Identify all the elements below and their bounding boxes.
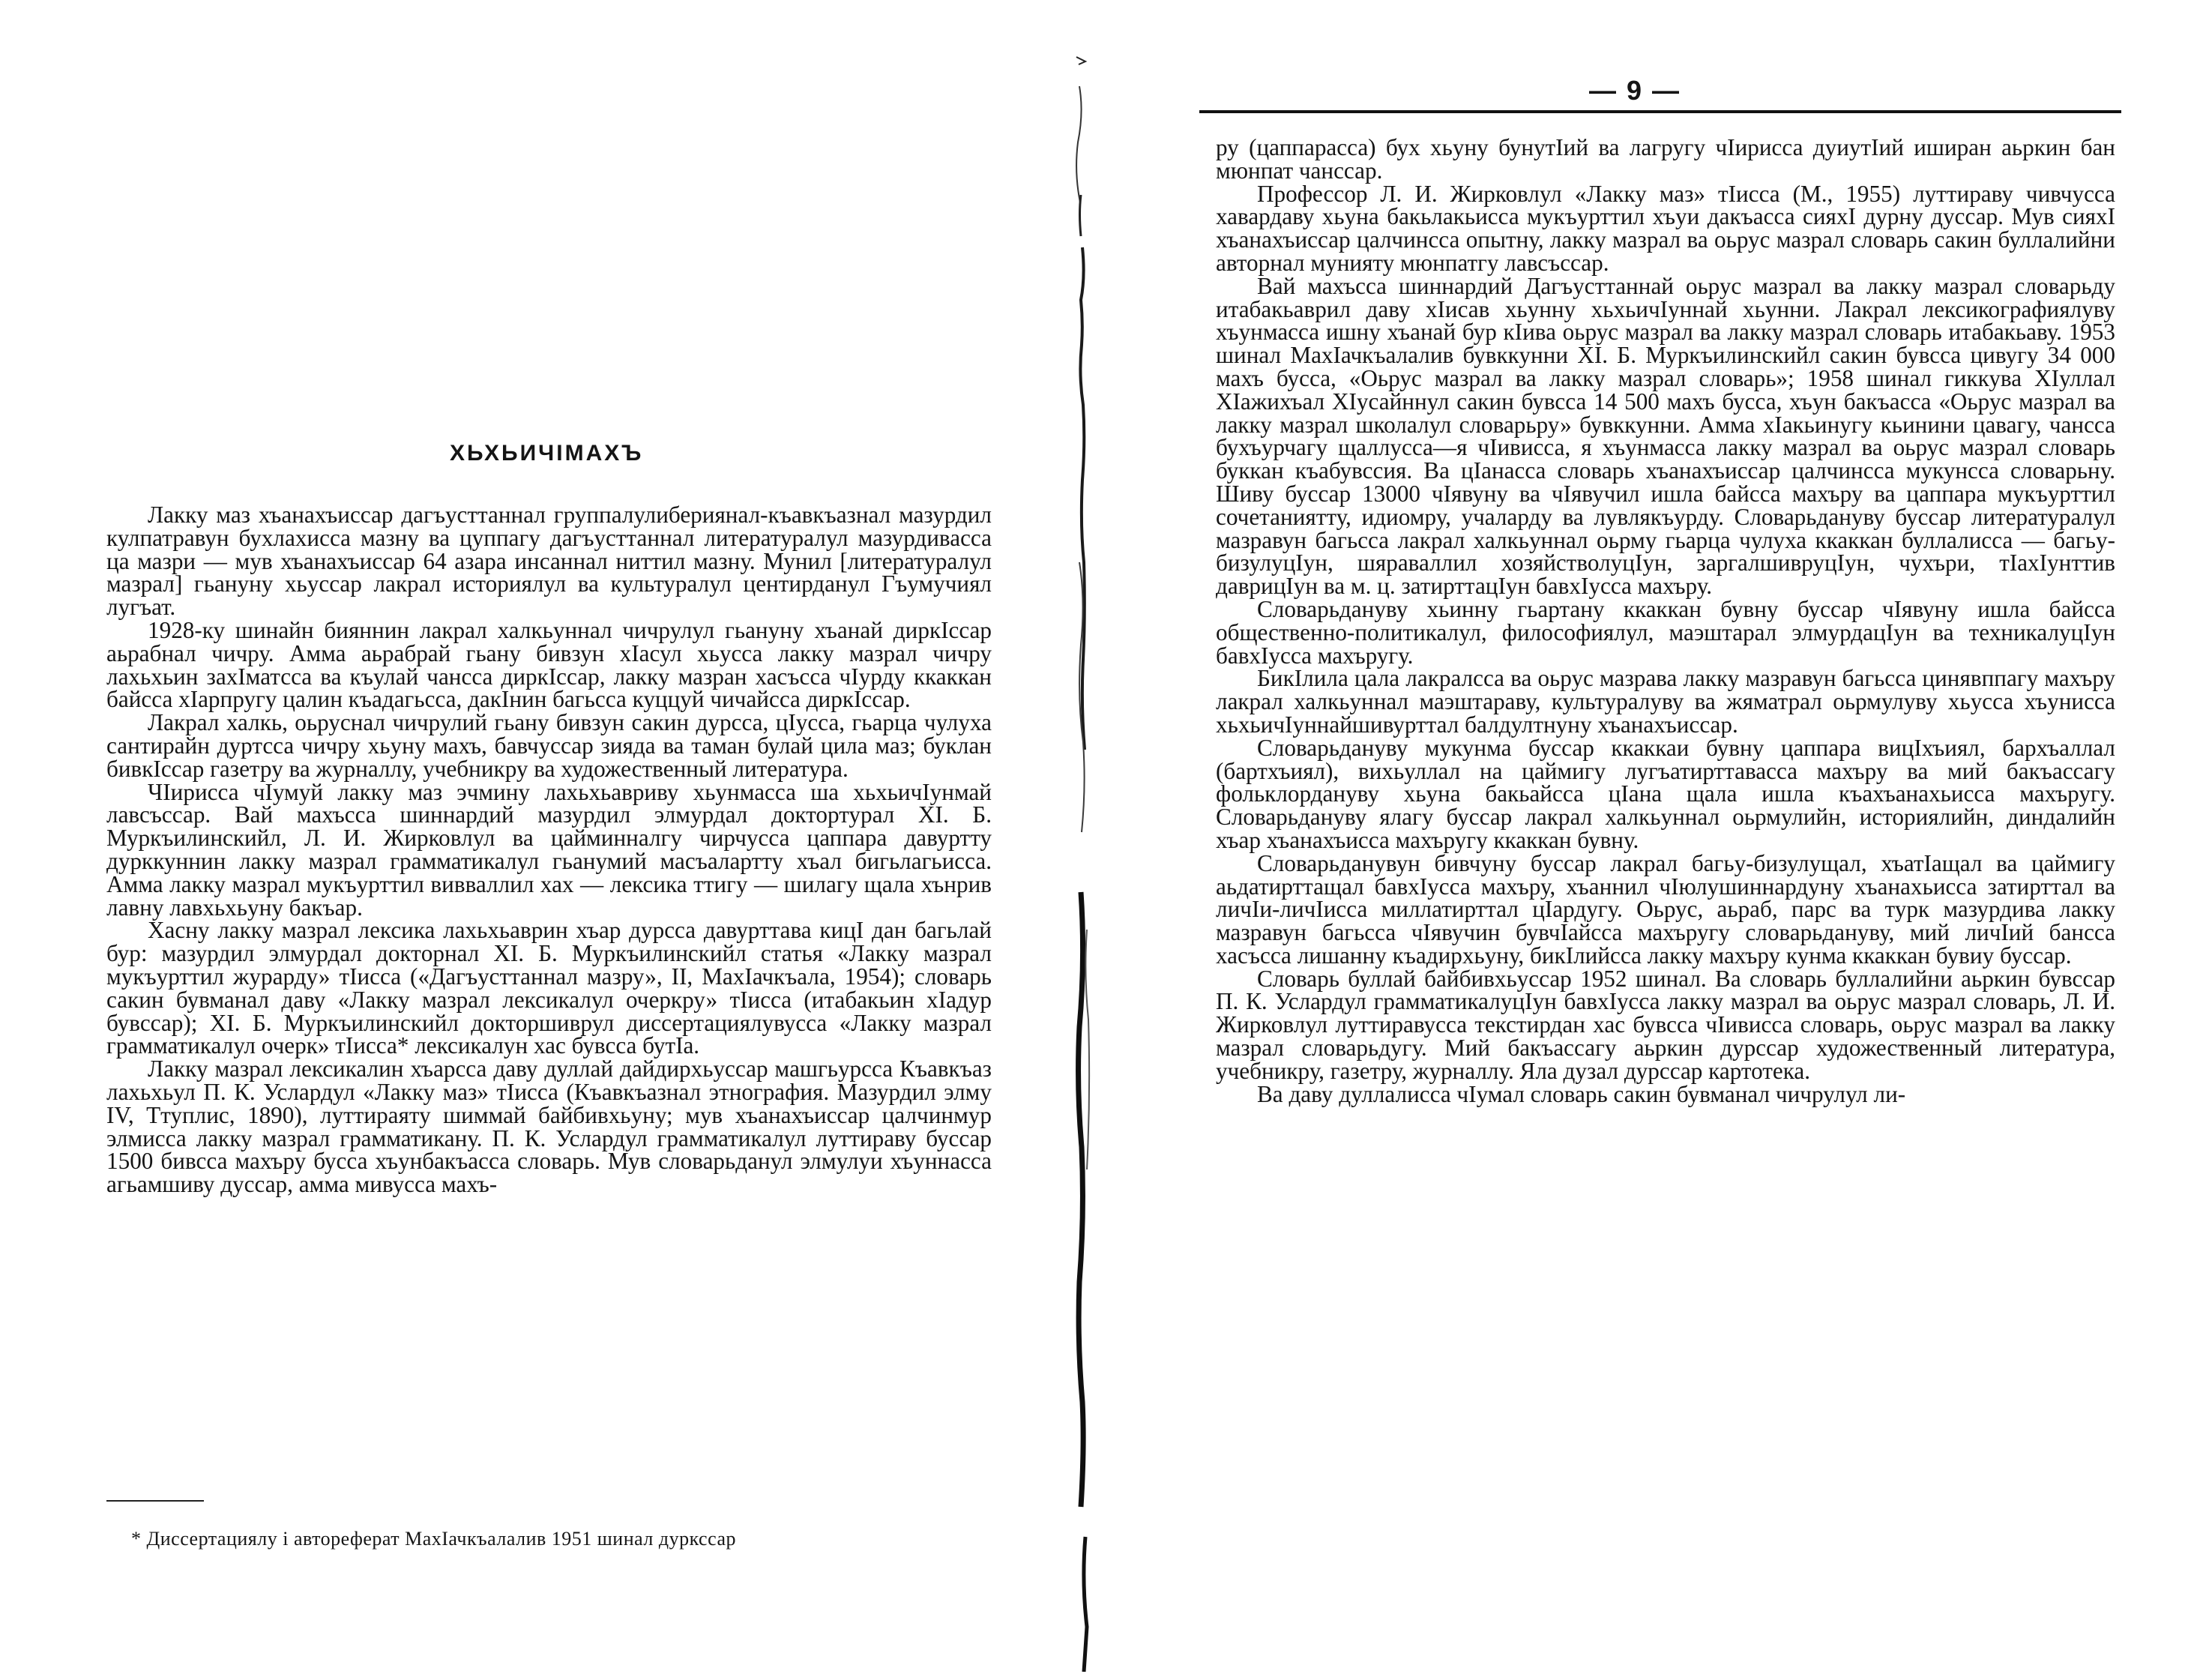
paragraph: Хасну лакку мазрал лексика лахьхьаврин хъар дурсса давурттава кицI дан багьлай бур: мазурдил элмурдал доктoрнал XI. Б. Муркъилинскийл статья «Лакку мазрал мукъурттил журарду» тIисса («Дагъусттаннал мазру», II, МахIачкъала, 1954); словарь сакин бувманал даву «Лакку мазрал лексикалул очеркру» тIисса (итабакьин хIадур бувссар); XI. Б. Муркъилинскийл докторшиврул диссертациялувусса «Лакку мазрал грамматикалул очерк» тIисса* лексикалун хас бувсса бутIа. [106, 917, 992, 1059]
gutter-shadow [1064, 52, 1124, 1676]
right-body-text [1216, 136, 2115, 1106]
paragraph: Словарь буллай байбивхьуссар 1952 шинал. Ва словарь буллалийни аьркин бувссар П. К. Услардул грамматикалуцIун бавхIусса лакку мазрал ва оьрус мазрал словарь, Л. И. Жирковлул луттиравусса текстирдан хас бувсса чIивисса словарь, оьрус мазрал ва лакку мазрал словарьдугу. Мий бакъассагу аьркин дурссар художественный литература, учебникру, газетру, журналлу. Яла дузал дурссар картотека. [1216, 965, 2115, 1084]
header-rule [1199, 110, 2121, 113]
left-page [0, 0, 1064, 1676]
right-page [1124, 0, 2185, 1676]
paragraph: Профессор Л. И. Жирковлул «Лакку маз» тIисса (М., 1955) луттираву чивчусса хавардаву хьуна бакьлакьисса мукъурттил хъуи дакъасса сияхI дурну дуссар. Мув сияхI хъанахъиссар цалчинсса опытну, лакку мазрал ва оьрус мазрал словарь сакин буллалийни авторнал мунияту мюнпатгу лавсъссар. [1216, 180, 2115, 276]
paragraph: Ва даву дуллалисса чIумал словарь сакин бувманал чичрулул ли- [1257, 1080, 1906, 1107]
paragraph: Лакку маз хъанахъиссар дагъусттаннал группалулибериянал-къавкъазнал мазурдил кулпатравун бухлахисса мазну ва цуппагу дагъусттаннал литературалул мазурдивасса ца мазри — мув хъанахъиссар 64 азара инсаннал ниттил мазну. Мунил [литературалул мазрал] гьануну хьуссар лакрал историялул ва культуралул центирданул Гъумучиял лугъат. [106, 502, 992, 621]
paragraph: Вай махъсса шиннардий Дагъусттаннай оьрус мазрал ва лакку мазрал словарьду итабакьаврил даву хIисав хьунну хьхьичIуннай хьунни. Лакрал лексикографиялуву хъунмасса ишну хъанай бур кIива оьрус мазрал ва лакку мазрал словарь итабакьаву. 1953 шинал МахIачкъалалив бувккунни XI. Б. Муркъилинскийл сакин бувсса цивугу 34 000 махъ бусса, «Оьрус мазрал ва лакку мазрал словарь»; 1958 шинал гиккува XIуллал XIажихъал XIусайннул сакин бувсса 14 500 махъ бусса, хъун бакъасса «Оьрус мазрал ва лакку мазрал школалул словарьру» бувккунни. Амма хIакьинугу кьинини цавагу, чансса бухъурчагу щаллусса—я чIивисса, я хъунмасса лакку мазрал ва оьрус мазрал словарь буккан къабувссия. Ва цIанасса словарь хъанахъиссар цалчинсса мукунсса словарьну. Шиву буссар 13000 чIявуну ва чIявучил ишла байсса махъру ва цаппара мукъурттил сочетаниятту, идиомру, учаларду ва лувлякъурду. Словарьдануву буссар литературалул мазравун багьсса лакрал халкьуннал оьрму гьарца чулуха ккаккан буллалисса — багьу-бизулуцIун, шяраваллил хозяйстволуцIун, заргалшивруцIун, чухъри, тIахIунттив даврицIун ва м. ц. затирттацIун бавхIусса махъру. [1216, 272, 2115, 600]
footnote-rule [106, 1500, 204, 1502]
paragraph: Словарьданувун бивчуну буссар лакрал багьу-бизулущал, хъатIащал ва цаймигу аьдатирттащал бавхIусса махъру, хъаннил чIюлушиннардуну хъанахьисса затирттал ва личIи-личIисса миллатирттал цIардугу. Оьрус, аьраб, парс ва турк мазурдива лакку мазравун багьсса чIявучин бувчIайсса махъругу словарьдануву, мий личIий бансса хасъсса лишанну къадирхьуну, бикIлийсса лакку махъру кунма ккаккан бувиу буссар. [1216, 849, 2115, 969]
footnote: * Диссертациялу і автореферат МахIачкъалалив 1951 шинал дуркссар [131, 1528, 736, 1550]
section-heading: ХЬХЬИЧIМАХЪ [450, 441, 644, 466]
left-body-text [106, 504, 992, 1196]
paragraph: 1928-ку шинайн бияннин лакрал халкьуннал чичрулул гьануну хъанай диркIссар аьрабнал чичру. Амма аьрабрай гьану бивзун хIасул хьусса лакку мазрал чичру лахьхьин захIматсса ва къулай чансса диркIссар, лакку мазран хасъсса чIурду ккаккан байсса хIарпругу цалин къадагьсса, дакIнин багьсса куццуй чичайсса диркIссар. [106, 616, 992, 713]
paragraph: Словарьдануву хьинну гьартану ккаккан бувну буссар чIявуну ишла байсса общественно-политикалул, философиялул, маэштарал элмурдацIун ва техникалуцIун бавхIусса махъругу. [1216, 595, 2115, 669]
paragraph: Словарьдануву мукунма буссар ккаккаи бувну цаппара вицIхъиял, бархъаллал (бартхъиял), вихьуллал на цаймигу лугъатирттавасса махъру ва мий бакъассагу фольклордануву хьуна бакьайсса цIана щала ишла къахъанахьисса махъругу. Словарьдануву ялагу буссар лакрал халкьуннал оьрмулийн, историялийн, диндалийн хъар хъанахъисса махъругу ккаккан бувну. [1216, 734, 2115, 853]
paragraph: ру (цаппарасса) бух хьуну бунутIий ва лагругу чIирисса дуиутIий иширан аьркин бан мюнпат чанссар. [1216, 134, 2115, 184]
paragraph: Лакрал халкь, оьруснал чичрулий гьану бивзун сакин дурсса, цIусса, гьарца чулуха сантирайн дуртсса чичру хьуну махъ, бавчуссар зияда ва таман булай цила маз; буклан бивкIссар газетру ва журналлу, учебникру ва художественный литература. [106, 709, 992, 782]
page-number: — 9 — [1589, 75, 1681, 106]
paragraph: ЧIирисса чIумуй лакку маз эчмину лахьхьавриву хьунмасса ша хьхьичIунмай лавсъссар. Вай махъсса шиннардий мазурдил элмурдал доктортурал XI. Б. Муркъилинскийл, Л. И. Жирковлул ва цайминналгу чирчусса цаппара давуртту дурккуннин лакку мазрал грамматикалул гьанумий масъалартту хъал бигьлагьисса. Амма лакку мазрал мукъурттил вивваллил хах — лексика ттигу — шилагу щала хънрив лавну лавхьхьуну бакъар. [106, 778, 992, 921]
paragraph: БикIлила цала лакралсса ва оьрус мазрава лакку мазравун багьсса цинявппагу махъру лакрал халкьуннал маэштараву, культуралуву ва жяматрал оьрмулуву хьусса хъунисса хьхьичIуннайшивурттал балдултнуну хъанахъиссар. [1216, 665, 2115, 738]
book-spine-gutter [1064, 52, 1124, 1676]
paragraph: Лакку мазрал лексикалин хъарсса даву дуллай дайдирхьуссар машгьурсса Къавкъаз лахьхьул П. К. Услардул «Лакку маз» тIисса (Къавкъазнал этнография. Мазурдил элму IV, Ттуплис, 1890), луттираяту шиммай байбивхьуну; мув хъанахъиссар цалчинмур элмисса лакку мазрал грамматикану. П. К. Услардул грамматикалул луттираву буссар 1500 бивсса махъру бусса хъунбакъасса словарь. Мув словарьданул элмулуи хъуннасса агьамшиву дуссар, амма мивусса махъ- [106, 1056, 992, 1198]
